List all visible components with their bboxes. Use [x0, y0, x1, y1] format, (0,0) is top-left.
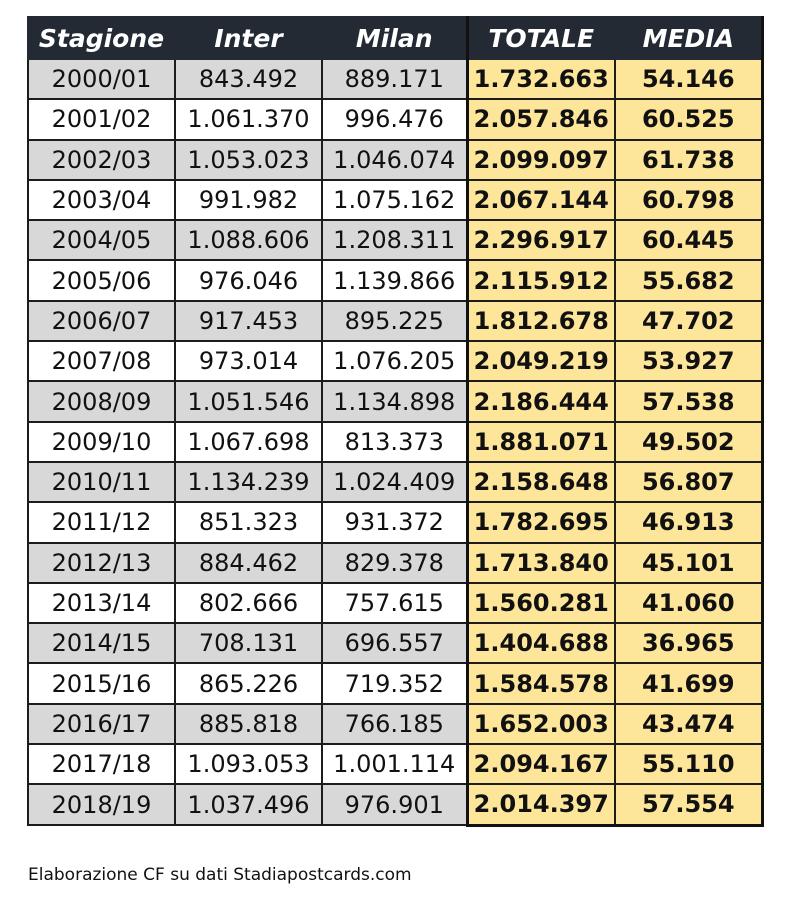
inter-cell: 708.131	[175, 623, 322, 663]
inter-cell: 991.982	[175, 180, 322, 220]
season-cell: 2014/15	[28, 623, 175, 663]
average-cell: 47.702	[615, 301, 762, 341]
total-cell: 1.560.281	[467, 583, 615, 623]
average-cell: 57.538	[615, 381, 762, 421]
inter-cell: 973.014	[175, 341, 322, 381]
inter-cell: 1.061.370	[175, 99, 322, 139]
table-row	[28, 583, 762, 623]
season-cell: 2011/12	[28, 502, 175, 542]
season-cell: 2000/01	[28, 59, 175, 99]
season-cell: 2008/09	[28, 381, 175, 421]
milan-cell: 889.171	[322, 59, 467, 99]
inter-cell: 802.666	[175, 583, 322, 623]
header-stagione: Stagione	[28, 17, 175, 59]
season-cell: 2006/07	[28, 301, 175, 341]
average-cell: 41.699	[615, 663, 762, 703]
header-totale: TOTALE	[467, 17, 615, 59]
inter-cell: 843.492	[175, 59, 322, 99]
total-cell: 2.186.444	[467, 381, 615, 421]
season-cell: 2009/10	[28, 422, 175, 462]
total-cell: 1.812.678	[467, 301, 615, 341]
inter-cell: 1.053.023	[175, 140, 322, 180]
season-cell: 2017/18	[28, 744, 175, 784]
inter-cell: 1.088.606	[175, 220, 322, 260]
inter-cell: 851.323	[175, 502, 322, 542]
total-cell: 2.014.397	[467, 784, 615, 825]
average-cell: 55.682	[615, 260, 762, 300]
table-row	[28, 59, 762, 99]
season-cell: 2012/13	[28, 543, 175, 583]
average-cell: 43.474	[615, 704, 762, 744]
header-inter: Inter	[175, 17, 322, 59]
inter-cell: 1.051.546	[175, 381, 322, 421]
header-media: MEDIA	[615, 17, 762, 59]
milan-cell: 931.372	[322, 502, 467, 542]
milan-cell: 813.373	[322, 422, 467, 462]
total-cell: 2.099.097	[467, 140, 615, 180]
inter-cell: 1.093.053	[175, 744, 322, 784]
milan-cell: 1.075.162	[322, 180, 467, 220]
milan-cell: 1.076.205	[322, 341, 467, 381]
total-cell: 2.067.144	[467, 180, 615, 220]
source-note: Elaborazione CF su dati Stadiapostcards.com	[28, 865, 412, 885]
inter-cell: 884.462	[175, 543, 322, 583]
table-row	[28, 543, 762, 583]
average-cell: 36.965	[615, 623, 762, 663]
total-cell: 2.115.912	[467, 260, 615, 300]
average-cell: 56.807	[615, 462, 762, 502]
inter-cell: 976.046	[175, 260, 322, 300]
milan-cell: 1.046.074	[322, 140, 467, 180]
average-cell: 60.445	[615, 220, 762, 260]
average-cell: 57.554	[615, 784, 762, 825]
table-row	[28, 502, 762, 542]
total-cell: 1.713.840	[467, 543, 615, 583]
table-body	[28, 59, 762, 825]
table-row	[28, 341, 762, 381]
total-cell: 2.094.167	[467, 744, 615, 784]
milan-cell: 1.001.114	[322, 744, 467, 784]
average-cell: 45.101	[615, 543, 762, 583]
average-cell: 53.927	[615, 341, 762, 381]
total-cell: 1.732.663	[467, 59, 615, 99]
total-cell: 2.158.648	[467, 462, 615, 502]
table-row	[28, 784, 762, 825]
table-row	[28, 220, 762, 260]
total-cell: 1.881.071	[467, 422, 615, 462]
attendance-table	[27, 16, 764, 827]
table-row	[28, 704, 762, 744]
average-cell: 49.502	[615, 422, 762, 462]
season-cell: 2013/14	[28, 583, 175, 623]
season-cell: 2002/03	[28, 140, 175, 180]
table-header-row	[28, 17, 762, 59]
milan-cell: 996.476	[322, 99, 467, 139]
table-row	[28, 462, 762, 502]
total-cell: 1.584.578	[467, 663, 615, 703]
average-cell: 55.110	[615, 744, 762, 784]
season-cell: 2001/02	[28, 99, 175, 139]
table-row	[28, 301, 762, 341]
average-cell: 61.738	[615, 140, 762, 180]
average-cell: 54.146	[615, 59, 762, 99]
inter-cell: 1.134.239	[175, 462, 322, 502]
season-cell: 2004/05	[28, 220, 175, 260]
table-row	[28, 260, 762, 300]
inter-cell: 885.818	[175, 704, 322, 744]
season-cell: 2015/16	[28, 663, 175, 703]
total-cell: 2.296.917	[467, 220, 615, 260]
milan-cell: 829.378	[322, 543, 467, 583]
table-row	[28, 99, 762, 139]
table-row	[28, 663, 762, 703]
data-table-container	[27, 16, 764, 827]
inter-cell: 917.453	[175, 301, 322, 341]
season-cell: 2018/19	[28, 784, 175, 825]
total-cell: 1.782.695	[467, 502, 615, 542]
table-row	[28, 422, 762, 462]
total-cell: 2.057.846	[467, 99, 615, 139]
milan-cell: 1.134.898	[322, 381, 467, 421]
total-cell: 1.404.688	[467, 623, 615, 663]
inter-cell: 865.226	[175, 663, 322, 703]
season-cell: 2010/11	[28, 462, 175, 502]
average-cell: 60.798	[615, 180, 762, 220]
table-row	[28, 180, 762, 220]
table-row	[28, 623, 762, 663]
total-cell: 1.652.003	[467, 704, 615, 744]
milan-cell: 1.024.409	[322, 462, 467, 502]
average-cell: 41.060	[615, 583, 762, 623]
milan-cell: 1.139.866	[322, 260, 467, 300]
inter-cell: 1.037.496	[175, 784, 322, 825]
inter-cell: 1.067.698	[175, 422, 322, 462]
total-cell: 2.049.219	[467, 341, 615, 381]
milan-cell: 696.557	[322, 623, 467, 663]
milan-cell: 976.901	[322, 784, 467, 825]
table-row	[28, 140, 762, 180]
average-cell: 60.525	[615, 99, 762, 139]
milan-cell: 895.225	[322, 301, 467, 341]
milan-cell: 766.185	[322, 704, 467, 744]
season-cell: 2007/08	[28, 341, 175, 381]
season-cell: 2016/17	[28, 704, 175, 744]
milan-cell: 719.352	[322, 663, 467, 703]
season-cell: 2003/04	[28, 180, 175, 220]
header-milan: Milan	[322, 17, 467, 59]
table-row	[28, 381, 762, 421]
average-cell: 46.913	[615, 502, 762, 542]
table-row	[28, 744, 762, 784]
milan-cell: 757.615	[322, 583, 467, 623]
season-cell: 2005/06	[28, 260, 175, 300]
milan-cell: 1.208.311	[322, 220, 467, 260]
